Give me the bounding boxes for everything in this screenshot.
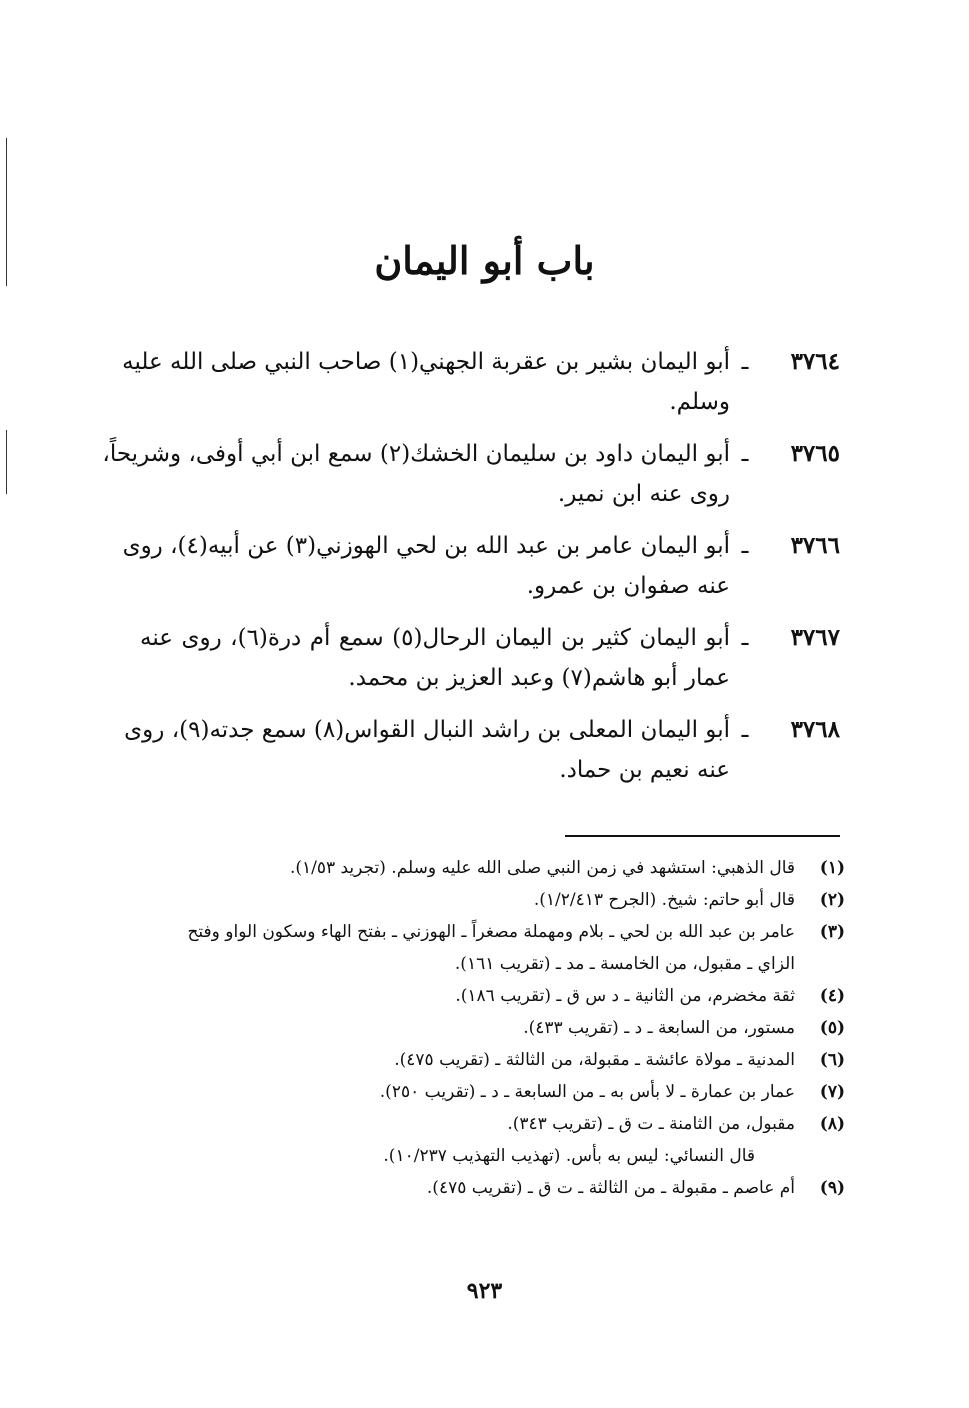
entry xyxy=(102,434,840,514)
footnote-number: (١) xyxy=(819,858,845,878)
entry-text: أبو اليمان بشير بن عقربة الجهني(١) صاحب النبي صلى الله عليه xyxy=(122,349,730,375)
footnote-number: (٧) xyxy=(819,1082,845,1102)
entry xyxy=(122,342,840,422)
entry-number: ٣٧٦٥ xyxy=(790,440,840,467)
page-number: ٩٢٣ xyxy=(466,1278,503,1304)
footnote xyxy=(140,1172,845,1204)
footnote-number: (٢) xyxy=(819,890,845,910)
entries-list xyxy=(102,342,840,802)
entry-number: ٣٧٦٨ xyxy=(790,716,840,743)
entry-number: ٣٧٦٧ xyxy=(790,624,840,651)
entry xyxy=(124,710,840,790)
footnote xyxy=(140,1108,845,1140)
footnote xyxy=(140,1076,845,1108)
footnote-text-continued: الزاي ـ مقبول، من الخامسة ـ مد ـ (تقريب ١٦١). xyxy=(454,954,795,974)
footnote xyxy=(140,916,845,948)
margin-line xyxy=(6,430,7,494)
entry-number: ٣٧٦٦ xyxy=(790,532,840,559)
footnote xyxy=(140,884,845,916)
footnote xyxy=(140,852,845,884)
footnote-subnote: قال النسائي: ليس به بأس. (تهذيب التهذيب ١٠/٢٣٧). xyxy=(383,1146,755,1166)
entry-dash: ـ xyxy=(741,441,749,467)
footnote-number: (٥) xyxy=(819,1018,845,1038)
entry-dash: ـ xyxy=(741,349,749,375)
footnote-number: (٩) xyxy=(819,1178,845,1198)
entry-text: أبو اليمان عامر بن عبد الله بن لحي الهوزني(٣) عن أبيه(٤)، روى xyxy=(122,533,730,559)
entry-text: أبو اليمان المعلى بن راشد النبال القواس(٨) سمع جدته(٩)، روى xyxy=(124,717,730,743)
footnote-text: المدنية ـ مولاة عائشة ـ مقبولة، من الثالثة ـ (تقريب ٤٧٥). xyxy=(394,1050,795,1070)
entry-dash: ـ xyxy=(741,717,749,743)
footnote xyxy=(140,1012,845,1044)
entry-text: أبو اليمان داود بن سليمان الخشك(٢) سمع ابن أبي أوفى، وشريحاً، xyxy=(102,441,730,467)
footnote-number: (٦) xyxy=(819,1050,845,1070)
entry-text-continued: عمار أبو هاشم(٧) وعبد العزيز بن محمد. xyxy=(348,665,730,691)
footnote-rule xyxy=(565,835,840,837)
entry-dash: ـ xyxy=(741,533,749,559)
footnote xyxy=(140,980,845,1012)
footnote xyxy=(140,1044,845,1076)
entry-text-continued: روى عنه ابن نمير. xyxy=(557,481,730,507)
footnote-number: (٣) xyxy=(819,922,845,942)
footnote-text: أم عاصم ـ مقبولة ـ من الثالثة ـ ت ق ـ (تقريب ٤٧٥). xyxy=(426,1178,795,1198)
chapter-title: باب أبو اليمان xyxy=(374,238,595,283)
footnotes-list xyxy=(140,852,845,1204)
footnote-text: مستور، من السابعة ـ د ـ (تقريب ٤٣٣). xyxy=(523,1018,795,1038)
footnote-text: ثقة مخضرم، من الثانية ـ د س ق ـ (تقريب ١٨٦). xyxy=(455,986,795,1006)
entry-dash: ـ xyxy=(741,625,749,651)
entry xyxy=(140,618,840,698)
footnote-number: (٨) xyxy=(819,1114,845,1134)
footnote-number: (٤) xyxy=(819,986,845,1006)
footnote-text: عمار بن عمارة ـ لا بأس به ـ من السابعة ـ د ـ (تقريب ٢٥٠). xyxy=(379,1082,795,1102)
footnote-text: مقبول، من الثامنة ـ ت ق ـ (تقريب ٣٤٣). xyxy=(507,1114,795,1134)
footnote-text: عامر بن عبد الله بن لحي ـ بلام ومهملة مصغراً ـ الهوزني ـ بفتح الهاء وسكون الواو وفتح xyxy=(187,922,795,942)
footnote-text: قال أبو حاتم: شيخ. (الجرح ١/٢/٤١٣). xyxy=(533,890,795,910)
entry-number: ٣٧٦٤ xyxy=(790,348,840,375)
entry-text: أبو اليمان كثير بن اليمان الرحال(٥) سمع أم درة(٦)، روى عنه xyxy=(140,625,731,651)
entry xyxy=(122,526,840,606)
entry-text-continued: وسلم. xyxy=(669,389,730,415)
entry-text-continued: عنه نعيم بن حماد. xyxy=(559,757,730,783)
footnote-text: قال الذهبي: استشهد في زمن النبي صلى الله عليه وسلم. (تجريد ١/٥٣). xyxy=(289,858,795,878)
entry-text-continued: عنه صفوان بن عمرو. xyxy=(526,573,730,599)
